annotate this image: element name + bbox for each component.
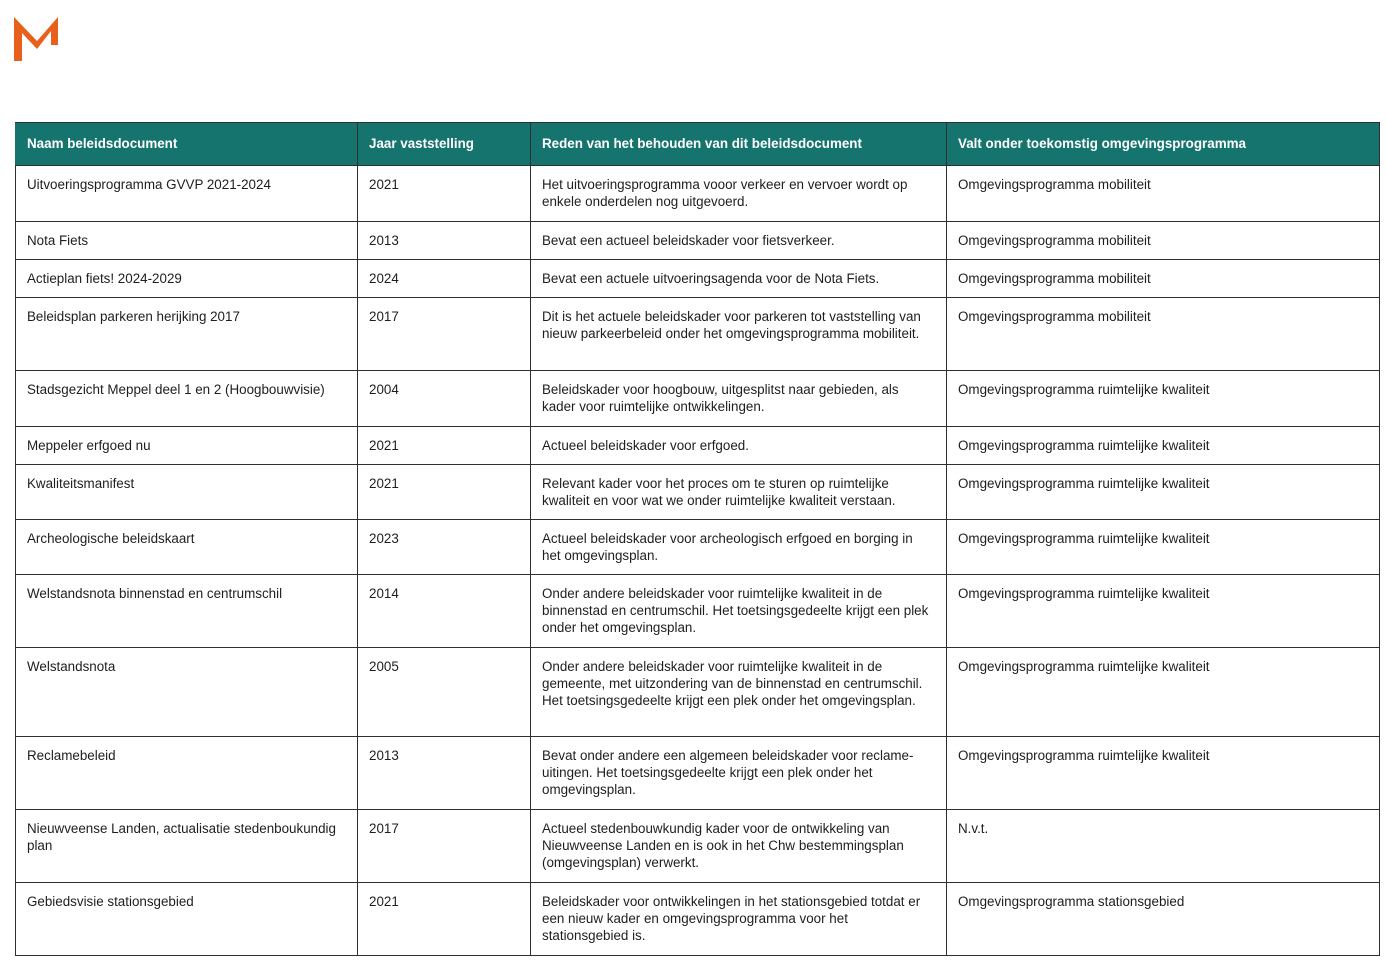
- cell-document-name: Welstandsnota binnenstad en centrumschil: [16, 575, 358, 648]
- table-row: [16, 648, 1380, 737]
- cell-reason: Relevant kader voor het proces om te sturen op ruimtelijke kwaliteit en voor wat we onder ruimtelijke kwaliteit verstaan.: [531, 465, 947, 520]
- cell-year: 2014: [358, 575, 531, 648]
- table-header-row: [16, 123, 1380, 166]
- header-reason: Reden van het behouden van dit beleidsdocument: [531, 123, 947, 166]
- table-row: [16, 883, 1380, 956]
- cell-year: 2013: [358, 222, 531, 260]
- cell-document-name: Meppeler erfgoed nu: [16, 427, 358, 465]
- cell-year: 2017: [358, 298, 531, 371]
- cell-year: 2024: [358, 260, 531, 298]
- table-row: [16, 520, 1380, 575]
- cell-program: Omgevingsprogramma mobiliteit: [947, 166, 1380, 222]
- table-row: [16, 222, 1380, 260]
- cell-program: Omgevingsprogramma mobiliteit: [947, 298, 1380, 371]
- cell-program: Omgevingsprogramma ruimtelijke kwaliteit: [947, 575, 1380, 648]
- cell-reason: Beleidskader voor ontwikkelingen in het stationsgebied totdat er een nieuw kader en omgevingsprogramma voor het stationsgebied is.: [531, 883, 947, 956]
- cell-document-name: Reclamebeleid: [16, 737, 358, 810]
- cell-reason: Actueel stedenbouwkundig kader voor de ontwikkeling van Nieuwveense Landen en is ook in het Chw bestemmingsplan (omgevingsplan) verwerkt.: [531, 810, 947, 883]
- cell-reason: Beleidskader voor hoogbouw, uitgesplitst naar gebieden, als kader voor ruimtelijke ontwikkelingen.: [531, 371, 947, 427]
- cell-document-name: Stadsgezicht Meppel deel 1 en 2 (Hoogbouwvisie): [16, 371, 358, 427]
- cell-year: 2017: [358, 810, 531, 883]
- cell-reason: Onder andere beleidskader voor ruimtelijke kwaliteit in de gemeente, met uitzondering van de binnenstad en centrumschil. Het toetsingsgedeelte krijgt een plek onder het omgevingsplan.: [531, 648, 947, 737]
- cell-document-name: Gebiedsvisie stationsgebied: [16, 883, 358, 956]
- table-row: [16, 427, 1380, 465]
- cell-year: 2021: [358, 465, 531, 520]
- cell-year: 2023: [358, 520, 531, 575]
- cell-reason: Bevat onder andere een algemeen beleidskader voor reclame-uitingen. Het toetsingsgedeelte krijgt een plek onder het omgevingsplan.: [531, 737, 947, 810]
- cell-program: Omgevingsprogramma stationsgebied: [947, 883, 1380, 956]
- cell-program: Omgevingsprogramma mobiliteit: [947, 222, 1380, 260]
- cell-document-name: Welstandsnota: [16, 648, 358, 737]
- cell-reason: Actueel beleidskader voor erfgoed.: [531, 427, 947, 465]
- cell-year: 2021: [358, 883, 531, 956]
- cell-reason: Het uitvoeringsprogramma vooor verkeer en vervoer wordt op enkele onderdelen nog uitgevoerd.: [531, 166, 947, 222]
- cell-reason: Bevat een actueel beleidskader voor fietsverkeer.: [531, 222, 947, 260]
- cell-program: Omgevingsprogramma ruimtelijke kwaliteit: [947, 465, 1380, 520]
- cell-program: Omgevingsprogramma ruimtelijke kwaliteit: [947, 520, 1380, 575]
- cell-reason: Actueel beleidskader voor archeologisch erfgoed en borging in het omgevingsplan.: [531, 520, 947, 575]
- cell-document-name: Beleidsplan parkeren herijking 2017: [16, 298, 358, 371]
- policy-documents-table: [15, 122, 1380, 956]
- table-row: [16, 810, 1380, 883]
- header-year: Jaar vaststelling: [358, 123, 531, 166]
- meppel-m-logo: [14, 15, 60, 61]
- header-document-name: Naam beleidsdocument: [16, 123, 358, 166]
- table-row: [16, 371, 1380, 427]
- cell-reason: Onder andere beleidskader voor ruimtelijke kwaliteit in de binnenstad en centrumschil. Het toetsingsgedeelte krijgt een plek onder het omgevingsplan.: [531, 575, 947, 648]
- cell-document-name: Kwaliteitsmanifest: [16, 465, 358, 520]
- cell-document-name: Uitvoeringsprogramma GVVP 2021-2024: [16, 166, 358, 222]
- cell-program: Omgevingsprogramma ruimtelijke kwaliteit: [947, 427, 1380, 465]
- cell-document-name: Nota Fiets: [16, 222, 358, 260]
- cell-year: 2021: [358, 166, 531, 222]
- cell-document-name: Nieuwveense Landen, actualisatie stedenboukundig plan: [16, 810, 358, 883]
- cell-program: Omgevingsprogramma ruimtelijke kwaliteit: [947, 371, 1380, 427]
- cell-year: 2004: [358, 371, 531, 427]
- cell-reason: Bevat een actuele uitvoeringsagenda voor de Nota Fiets.: [531, 260, 947, 298]
- cell-program: Omgevingsprogramma mobiliteit: [947, 260, 1380, 298]
- table-row: [16, 737, 1380, 810]
- table-row: [16, 298, 1380, 371]
- table-row: [16, 465, 1380, 520]
- cell-document-name: Actieplan fiets! 2024-2029: [16, 260, 358, 298]
- cell-year: 2005: [358, 648, 531, 737]
- cell-program: Omgevingsprogramma ruimtelijke kwaliteit: [947, 648, 1380, 737]
- table-row: [16, 166, 1380, 222]
- cell-program: N.v.t.: [947, 810, 1380, 883]
- cell-document-name: Archeologische beleidskaart: [16, 520, 358, 575]
- cell-year: 2021: [358, 427, 531, 465]
- header-program: Valt onder toekomstig omgevingsprogramma: [947, 123, 1380, 166]
- cell-program: Omgevingsprogramma ruimtelijke kwaliteit: [947, 737, 1380, 810]
- cell-reason: Dit is het actuele beleidskader voor parkeren tot vaststelling van nieuw parkeerbeleid onder het omgevingsprogramma mobiliteit.: [531, 298, 947, 371]
- table-row: [16, 260, 1380, 298]
- cell-year: 2013: [358, 737, 531, 810]
- table-row: [16, 575, 1380, 648]
